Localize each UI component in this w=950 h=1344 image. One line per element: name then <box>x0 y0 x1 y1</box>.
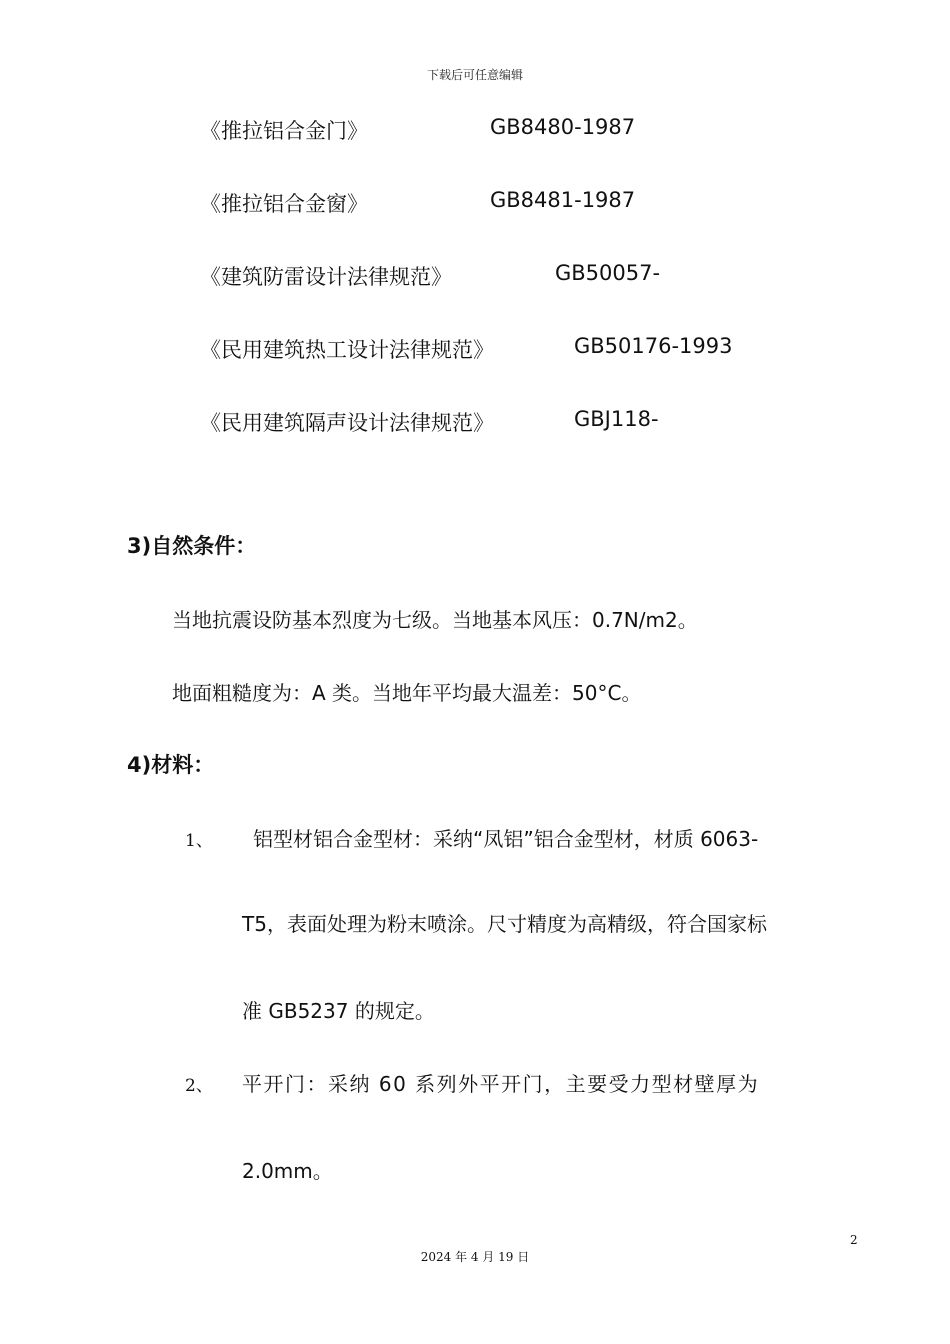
standard-code: GBJ118- <box>574 407 659 431</box>
list-item-number: 1、 <box>185 831 213 851</box>
section-heading: 4)材料： <box>127 753 215 777</box>
standard-name: 《民用建筑热工设计法律规范》 <box>200 338 494 362</box>
list-item-line: 准 GB5237 的规定。 <box>242 999 435 1023</box>
page-header: 下载后可任意编辑 <box>426 68 523 82</box>
standard-code: GB50057- <box>555 261 661 285</box>
page-number: 2 <box>850 1233 858 1247</box>
list-item-line: 2.0mm。 <box>242 1159 333 1183</box>
standard-name: 《推拉铝合金门》 <box>200 119 368 143</box>
list-item-line: 平开门：采纳 60 系列外平开门，主要受力型材壁厚为 <box>242 1072 760 1096</box>
standard-name: 《民用建筑隔声设计法律规范》 <box>200 411 494 435</box>
standard-code: GB50176-1993 <box>574 334 733 358</box>
page-footer-date: 2024 年 4 月 19 日 <box>420 1250 530 1264</box>
section-heading: 3)自然条件： <box>127 534 257 558</box>
paragraph-line: 当地抗震设防基本烈度为七级。当地基本风压：0.7N/m2。 <box>172 608 698 632</box>
list-item-number: 2、 <box>185 1076 213 1096</box>
standard-code: GB8480-1987 <box>490 115 636 139</box>
list-item-line: 铝型材铝合金型材：采纳“凤铝”铝合金型材，材质 6063- <box>253 827 759 851</box>
standard-name: 《建筑防雷设计法律规范》 <box>200 265 452 289</box>
standard-name: 《推拉铝合金窗》 <box>200 192 368 216</box>
paragraph-line: 地面粗糙度为：A 类。当地年平均最大温差：50°C。 <box>172 681 642 705</box>
list-item-line: T5，表面处理为粉末喷涂。尺寸精度为高精级，符合国家标 <box>242 912 767 936</box>
standard-code: GB8481-1987 <box>490 188 636 212</box>
